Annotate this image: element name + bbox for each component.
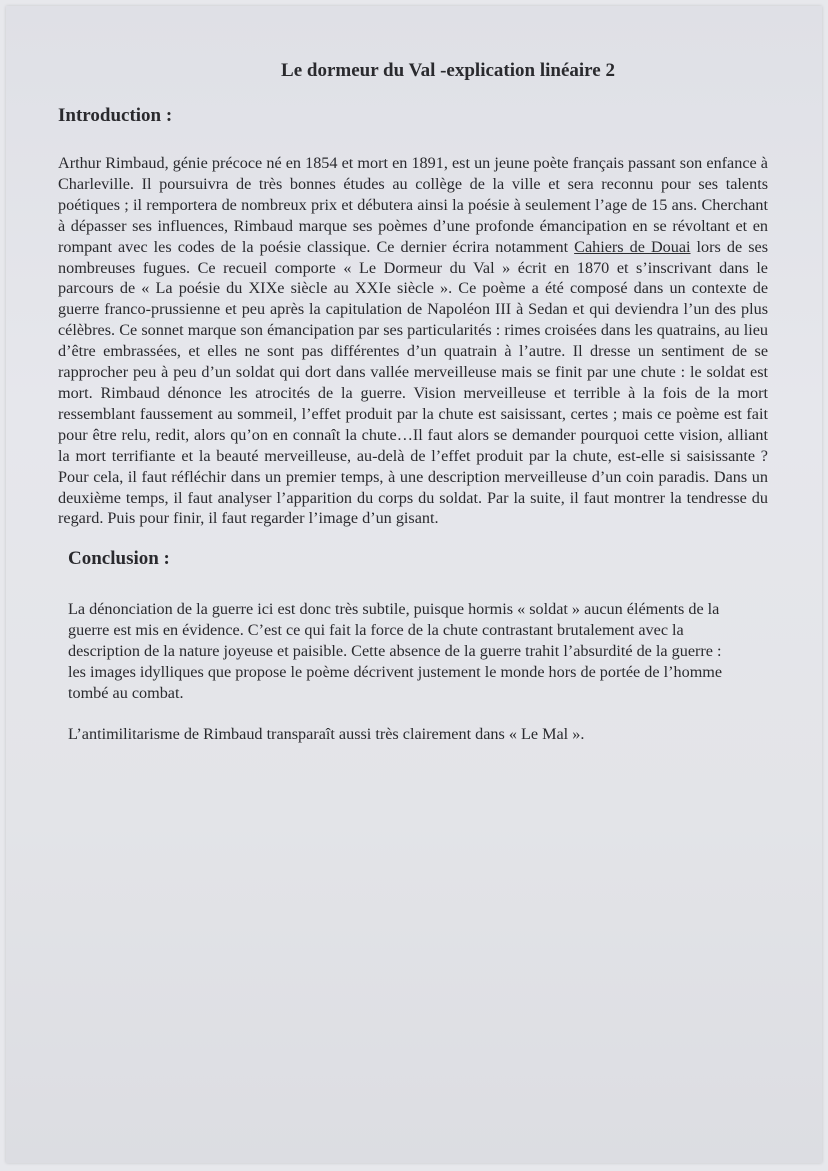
document-content [58,58,768,745]
introduction-text-part-2: lors de ses nombreuses fugues. Ce recueil comporte « Le Dormeur du Val » écrit en 1870 et s’inscrivant dans le parcours de « La poésie du XIXe siècle au XXIe siècle ». Ce poème a été composé dans un contexte de guerre franco-prussienne et peu après la capitulation de Napoléon III à Sedan et qui deviendra l’un des plus célèbres. Ce sonnet marque son émancipation par ses particularités : rimes croisées dans les quatrains, au lieu d’être embrassées, et elles ne sont pas différentes d’un quatrain à l’autre. Il dresse un sentiment de se rapprocher peu à peu d’un soldat qui dort dans vallée merveilleuse mais se finit par une chute : le soldat est mort. Rimbaud dénonce les atrocités de la guerre. Vision merveilleuse et terrible à la fois de la mort ressemblant faussement au sommeil, l’effet produit par la chute est saisissant, certes ; mais ce poème est fait pour être relu, redit, alors qu’on en connaît la chute…Il faut alors se demander pourquoi cette vision, alliant la mort terrifiante et la beauté merveilleuse, au-delà de l’effet produit par la chute, est-elle si saisissante ? Pour cela, il faut réfléchir dans un premier temps, à une description merveilleuse d’un coin paradis. Dans un deuxième temps, il faut analyser l’apparition du corps du soldat. Par la suite, il faut montrer la tendresse du regard. Puis pour finir, il faut regarder l’image d’un gisant. [58,237,768,528]
underlined-book-title: Cahiers de Douai [574,237,691,256]
document-title: Le dormeur du Val -explication linéaire 2 [281,60,615,81]
introduction-text-part-1: Arthur Rimbaud, génie précoce né en 1854 et mort en 1891, est un jeune poète français passant son enfance à Charleville. Il poursuivra de très bonnes études au collège de la ville et sera reconnu pour ses talents poétiques ; il remportera de nombreux prix et débutera ainsi la poésie à seulement l’age de 15 ans. Cherchant à dépasser ses influences, Rimbaud marque ses poèmes d’une profonde émancipation en se révoltant et en rompant avec les codes de la poésie classique. Ce dernier écrira notamment [58,154,768,256]
introduction-heading: Introduction : [58,105,173,126]
introduction-paragraph [58,153,768,529]
conclusion-paragraph: La dénonciation de la guerre ici est donc très subtile, puisque hormis « soldat » aucun éléments de la guerre est mis en évidence. C’est ce qui fait la force de la chute contrastant brutalement avec la description de la nature joyeuse et paisible. Cette absence de la guerre trahit l’absurdité de la guerre : les images idylliques que propose le poème décrivent justement le monde hors de portée de l’homme tombé au combat. [68,600,723,702]
document-page [6,6,822,1163]
closing-sentence: L’antimilitarisme de Rimbaud transparaît aussi très clairement dans « Le Mal ». [68,724,585,743]
conclusion-heading: Conclusion : [68,548,170,570]
